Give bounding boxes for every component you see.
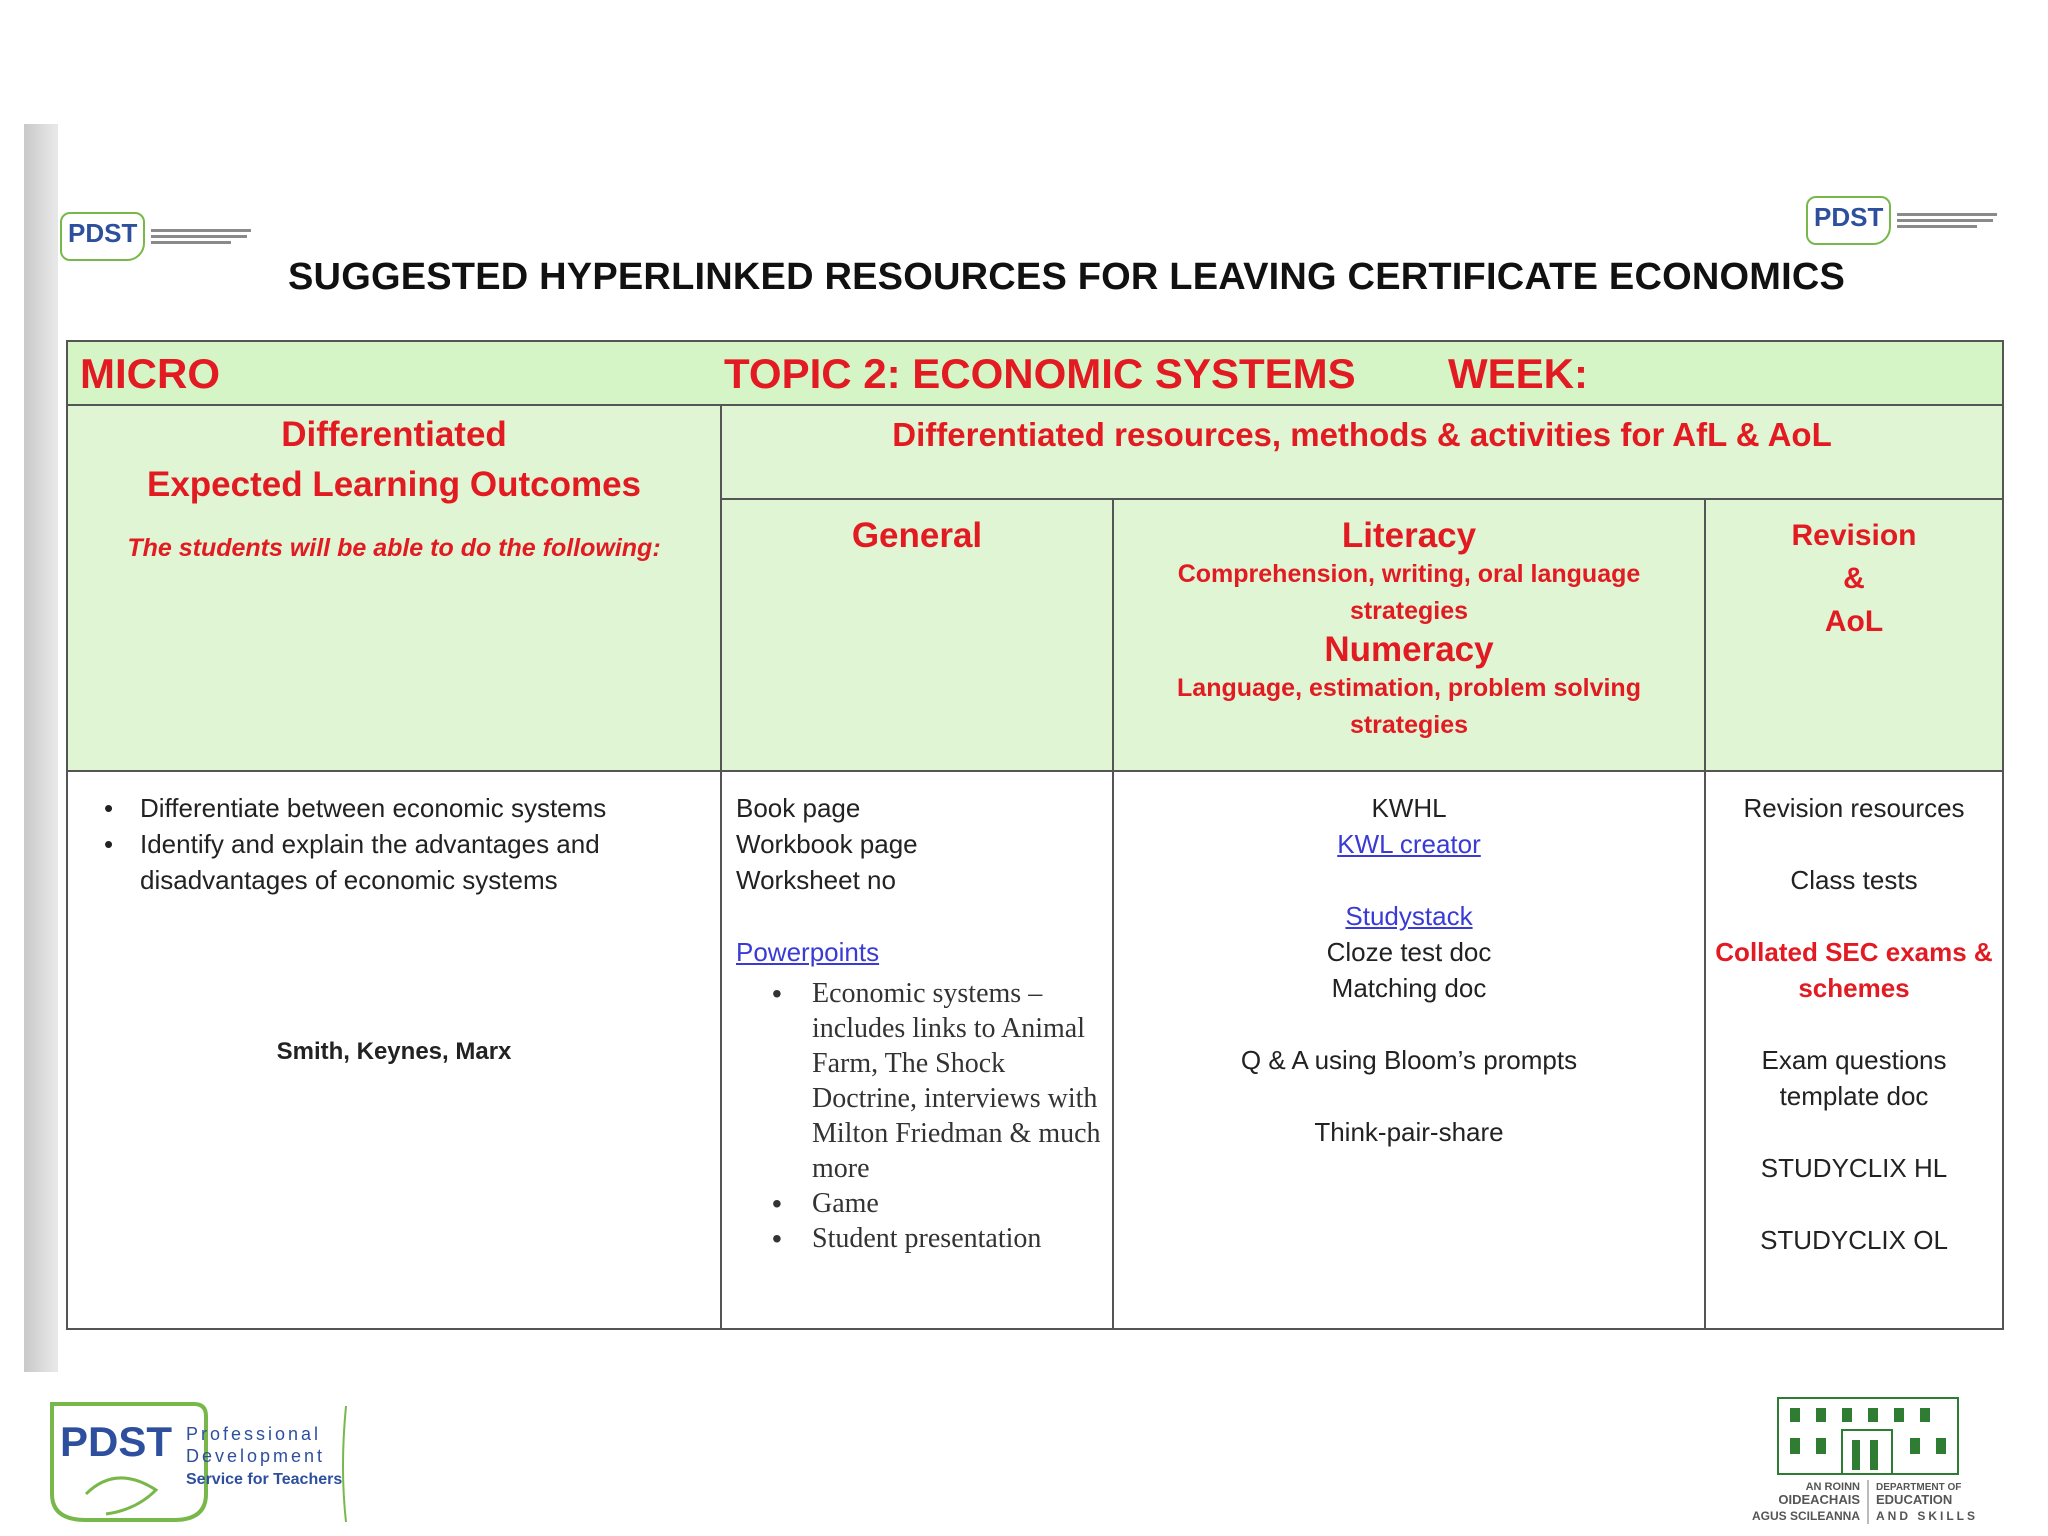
powerpoints-link[interactable]: Powerpoints xyxy=(736,937,880,967)
aol-title: AoL xyxy=(1824,605,1884,638)
authors-text: Smith, Keynes, Marx xyxy=(276,1038,512,1065)
dept-english-line1: DEPARTMENT OF xyxy=(1876,1482,1962,1493)
studyclix-hl: STUDYCLIX HL xyxy=(1760,1153,1948,1183)
literacy-title: Literacy xyxy=(1341,516,1477,555)
resources-title: Differentiated resources, methods & activities for AfL & AoL xyxy=(892,416,1832,453)
general-header-cell xyxy=(721,499,1113,771)
pdst-logo-bottom-left xyxy=(46,1398,356,1528)
numeracy-title: Numeracy xyxy=(1324,630,1494,669)
dept-irish-line3: AGUS SCILEANNA xyxy=(1751,1509,1860,1523)
pdst-logo-line3: Service for Teachers xyxy=(186,1471,343,1488)
numeracy-subtitle: Language, estimation, problem solving strategies xyxy=(1177,674,1641,739)
pdst-logo-line1: Professional xyxy=(186,1424,322,1444)
pdst-logo-mark: PDST xyxy=(1806,196,1891,245)
department-logo xyxy=(1692,1378,2032,1528)
studyclix-ol: STUDYCLIX OL xyxy=(1760,1225,1948,1255)
dept-english-line3: AND SKILLS xyxy=(1876,1509,1978,1523)
matching-doc: Matching doc xyxy=(1331,973,1487,1003)
document-title: SUGGESTED HYPERLINKED RESOURCES FOR LEAVING CERTIFICATE ECONOMICS xyxy=(288,256,1846,298)
revision-header-cell xyxy=(1705,499,2003,771)
resources-header-cell xyxy=(721,405,2003,499)
think-pair-share: Think-pair-share xyxy=(1314,1117,1504,1147)
list-item: • Student presentation xyxy=(772,1221,1112,1256)
book-page: Book page xyxy=(736,793,861,823)
dept-irish-line2: OIDEACHAIS xyxy=(1778,1492,1860,1507)
revision-content-cell xyxy=(1705,771,2003,1329)
pdst-logo-top-right xyxy=(1806,196,1997,245)
literacy-header-cell xyxy=(1113,499,1705,771)
resources-table xyxy=(66,340,2004,1330)
qa-blooms: Q & A using Bloom’s prompts xyxy=(1240,1045,1578,1075)
outcomes-subtitle: The students will be able to do the following: xyxy=(127,534,661,562)
subheader-row-1 xyxy=(67,405,2003,499)
collated-sec-exams: Collated SEC exams & schemes xyxy=(1715,937,1993,1003)
header-cell xyxy=(67,341,2003,405)
exam-questions-doc: Exam questions template doc xyxy=(1761,1045,1947,1111)
outcomes-header-cell xyxy=(67,405,721,771)
micro-label: MICRO xyxy=(80,350,220,397)
pdst-logo-top-left xyxy=(60,212,251,261)
pdst-logo-text-lines xyxy=(1897,213,1997,228)
cloze-test-doc: Cloze test doc xyxy=(1326,937,1492,967)
studystack-link[interactable]: Studystack xyxy=(1345,901,1473,931)
list-item: • Differentiate between economic systems xyxy=(104,790,720,826)
outcomes-title-line1: Differentiated xyxy=(281,415,507,454)
week-label: WEEK: xyxy=(1448,350,1588,397)
list-item: • Identify and explain the advantages and disadvantages of economic systems xyxy=(104,826,720,898)
topic-label: TOPIC 2: ECONOMIC SYSTEMS xyxy=(724,350,1356,397)
content-row xyxy=(67,771,2003,1329)
dept-english-line2: EDUCATION xyxy=(1876,1492,1953,1507)
pdst-logo-line2: Development xyxy=(186,1446,326,1466)
worksheet-no: Worksheet no xyxy=(736,865,896,895)
outcomes-list xyxy=(68,790,720,898)
general-title: General xyxy=(851,516,983,555)
powerpoints-list xyxy=(722,976,1112,1256)
header-row xyxy=(67,341,2003,405)
revision-title: Revision xyxy=(1791,519,1917,552)
pdst-logo-text-lines xyxy=(151,229,251,244)
revision-resources: Revision resources xyxy=(1743,793,1965,823)
list-item: • Economic systems – includes links to Animal Farm, The Shock Doctrine, interviews with Milton Friedman & much more xyxy=(772,976,1112,1186)
kwhl-text: KWHL xyxy=(1371,793,1447,823)
revision-ampersand: & xyxy=(1843,562,1865,595)
pdst-logo-mark: PDST xyxy=(60,1418,173,1465)
class-tests: Class tests xyxy=(1790,865,1918,895)
pdst-logo-mark: PDST xyxy=(60,212,145,261)
general-content-cell xyxy=(721,771,1113,1329)
dept-irish-line1: AN ROINN xyxy=(1805,1481,1860,1493)
list-item: • Game xyxy=(772,1186,1112,1221)
literacy-content-cell xyxy=(1113,771,1705,1329)
outcomes-content-cell xyxy=(67,771,721,1329)
workbook-page: Workbook page xyxy=(736,829,918,859)
kwl-creator-link[interactable]: KWL creator xyxy=(1337,829,1481,859)
literacy-subtitle: Comprehension, writing, oral language strategies xyxy=(1177,560,1641,625)
outcomes-title-line2: Expected Learning Outcomes xyxy=(146,465,642,504)
